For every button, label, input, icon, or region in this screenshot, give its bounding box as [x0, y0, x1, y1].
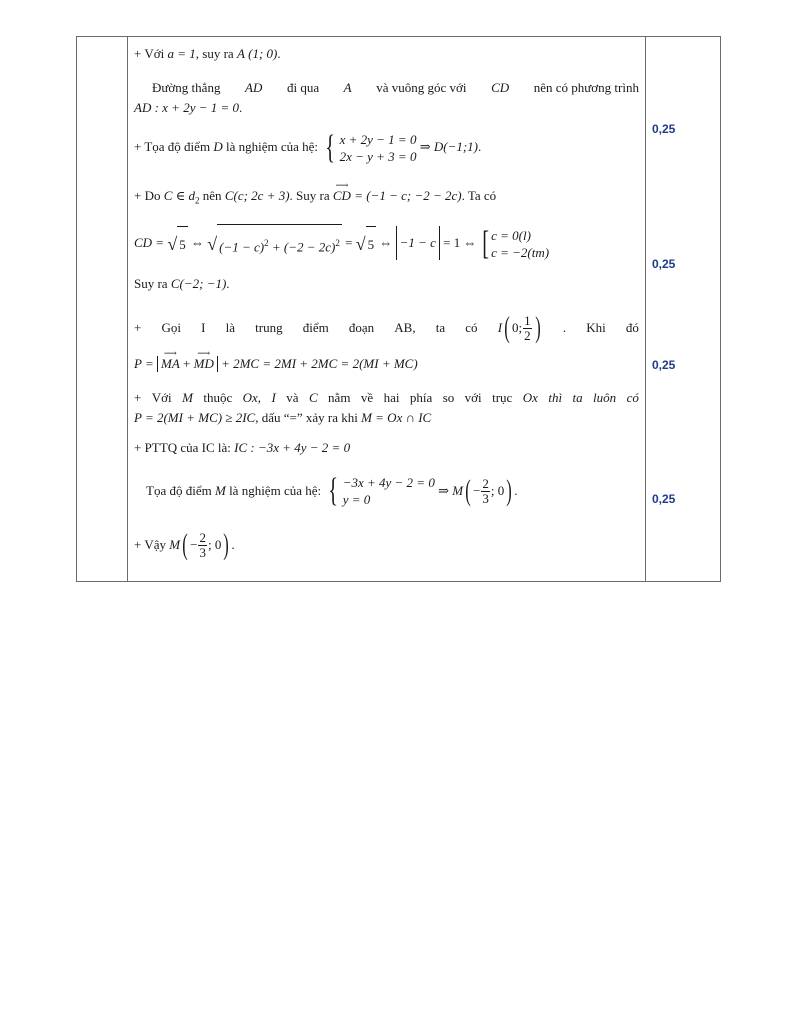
text: . Suy ra [289, 188, 330, 203]
point-i: I ( 0; $\frac{1}{2}$ ) [497, 311, 541, 344]
equation-system: { x + 2y − 1 = 0 2x − y + 3 = 0 [325, 129, 417, 167]
word: hai [383, 390, 400, 405]
math: C(−2; −1) [170, 276, 227, 291]
text: và vuông góc với [376, 80, 467, 95]
math: = [345, 235, 356, 251]
absolute-value: −1 − c [396, 226, 440, 260]
math: − [473, 483, 481, 498]
math: = 1 ⇔ [443, 235, 480, 251]
solution-line-3 [134, 100, 242, 116]
score-2: 0,25 [652, 257, 676, 271]
word: ta [435, 320, 446, 335]
word: về [360, 390, 374, 405]
word: ta [572, 390, 583, 405]
column-divider-right [645, 37, 646, 581]
solution-line-4 [134, 130, 481, 165]
text: + Với [134, 46, 168, 61]
word: thì [548, 390, 563, 405]
text: là nghiệm của hệ: [229, 483, 322, 498]
solution-line-14: + Vậy M ( − $\frac{2}{3}$ ; 0 ) . [134, 526, 235, 564]
vector-ma: ⟶ MA [161, 356, 180, 372]
score-3: 0,25 [652, 358, 676, 372]
math: AD : x + 2y − 1 = 0 [134, 100, 240, 115]
fraction-numerator: 1 [524, 312, 531, 328]
word: C [308, 390, 318, 405]
word: điểm [302, 320, 329, 335]
word: so [442, 390, 455, 405]
word: Ox, [242, 390, 262, 405]
text: + Tọa độ điểm [134, 139, 211, 154]
math: M [214, 483, 226, 498]
math: ⇒ M [438, 483, 464, 498]
text: nên có phương trình [533, 80, 639, 95]
vector-md: ⟶ MD [194, 356, 214, 372]
word: Gọi [161, 320, 181, 335]
math: (−1 − c) [219, 239, 265, 255]
math: ; 0 [490, 483, 505, 498]
math: A [343, 80, 352, 95]
text: , dấu “=” xảy ra khi [255, 410, 362, 425]
word: I [201, 320, 206, 335]
text: + Do [134, 188, 161, 203]
solution-line-13: Tọa độ điểm M là nghiệm của hệ: { −3x + 4y − 2 = 0 y = 0 ⇒ M ( − $\frac{2}{3}$ ; 0 ) . [146, 472, 518, 509]
math: = (−1 − c; −2 − 2c) [354, 188, 462, 203]
sqrt: √ 5 [167, 226, 187, 262]
text: đi qua [286, 80, 320, 95]
word: AB, [394, 320, 416, 335]
math: (1; 0) [248, 46, 278, 61]
word: nằm [328, 390, 351, 405]
text: . [277, 46, 281, 61]
solution-line-12 [134, 440, 350, 456]
sqrt: √ $(-1 - c)^2 + (-2 - 2c)^2$ [207, 224, 342, 264]
math: D [213, 139, 223, 154]
math: M = Ox ∩ IC [361, 410, 432, 425]
solution-line-9 [134, 356, 418, 372]
math: ; 0 [207, 537, 222, 552]
text: . [231, 537, 235, 552]
math: P = [134, 356, 157, 371]
math: + [179, 356, 194, 371]
equation-system: { −3x + 4y − 2 = 0 y = 0 [328, 472, 435, 509]
text: là nghiệm của hệ: [225, 139, 319, 154]
word: thuộc [203, 390, 233, 405]
math: I [497, 320, 503, 335]
math: + 2MC = 2MI + 2MC = 2(MI + MC) [217, 356, 418, 371]
text: , suy ra [195, 46, 237, 61]
math: 5 [177, 226, 188, 262]
solution-line-2 [134, 80, 639, 96]
text: Suy ra [134, 276, 168, 291]
math: ⇒ D(−1;1) [419, 139, 478, 154]
word: với [464, 390, 482, 405]
math: − [190, 537, 198, 552]
text: Tọa độ điểm [146, 483, 212, 498]
word: phía [409, 390, 433, 405]
word: Ox [522, 390, 538, 405]
solution-line-8 [134, 312, 639, 344]
equation: −3x + 4y − 2 = 0 [342, 475, 435, 490]
word: Khi [586, 320, 606, 335]
math: CD [491, 80, 510, 95]
equation: x + 2y − 1 = 0 [339, 132, 417, 148]
math: 5 [366, 226, 377, 262]
math: A [236, 46, 245, 61]
exponent: 2 [264, 238, 269, 248]
word: M [182, 390, 193, 405]
math: AD [245, 80, 263, 95]
fraction-denominator: 2 [524, 327, 531, 343]
fraction-denominator: 3 [199, 544, 206, 560]
math: M [169, 537, 181, 552]
score-4: 0,25 [652, 492, 676, 506]
text: Đường thẳng [152, 80, 221, 95]
math: C(c; 2c + 3) [224, 188, 290, 203]
word: Với [151, 390, 172, 405]
fraction-numerator: 2 [199, 529, 206, 545]
word: đoạn [348, 320, 375, 335]
equation: c = 0(l) [491, 228, 531, 244]
text: . [239, 100, 243, 115]
math: IC : −3x + 4y − 2 = 0 [234, 440, 351, 455]
word: có [465, 320, 478, 335]
word: I [271, 390, 276, 405]
solution-line-11 [134, 410, 431, 426]
column-divider-left [127, 37, 128, 581]
math: C ∈ d [163, 188, 196, 203]
word: . [562, 320, 567, 335]
fraction-denominator: 3 [482, 490, 489, 506]
text: . Ta có [461, 188, 497, 203]
text: . [226, 276, 230, 291]
word: và [286, 390, 299, 405]
math: P = 2(MI + MC) ≥ 2IC [134, 410, 256, 425]
word: trung [255, 320, 283, 335]
word: + [134, 390, 142, 405]
solution-line-6 [134, 224, 549, 264]
text: . [478, 139, 482, 154]
equation: y = 0 [342, 492, 371, 507]
math: + (−2 − 2c) [268, 239, 336, 255]
exponent: 2 [335, 238, 340, 248]
sqrt: √ 5 [356, 226, 376, 262]
word: trục [492, 390, 513, 405]
math: CD = [134, 235, 168, 251]
word: là [225, 320, 235, 335]
solution-set: [ c = 0(l) c = −2(tm) [482, 225, 550, 263]
subscript: 2 [195, 195, 200, 206]
solution-line-7 [134, 276, 230, 292]
text: + Vậy [134, 537, 167, 552]
word: + [134, 320, 142, 335]
solution-line-10 [134, 390, 639, 406]
vector-cd: ⟶ CD [333, 188, 351, 204]
word: luôn [593, 390, 617, 405]
score-1: 0,25 [652, 122, 676, 136]
math: a = 1 [167, 46, 196, 61]
word: có [626, 390, 639, 405]
fraction-numerator: 2 [482, 475, 489, 491]
text: nên [202, 188, 222, 203]
word: đó [625, 320, 639, 335]
solution-line-1 [134, 46, 281, 62]
math: ⇔ [190, 235, 208, 251]
solution-line-5 [134, 188, 496, 209]
equation: c = −2(tm) [491, 245, 550, 261]
text: . [514, 483, 518, 498]
math: ⇔ [379, 235, 396, 251]
equation: 2x − y + 3 = 0 [339, 149, 417, 165]
text: + PTTQ của IC là: [134, 440, 235, 455]
math: 0; [512, 320, 523, 335]
